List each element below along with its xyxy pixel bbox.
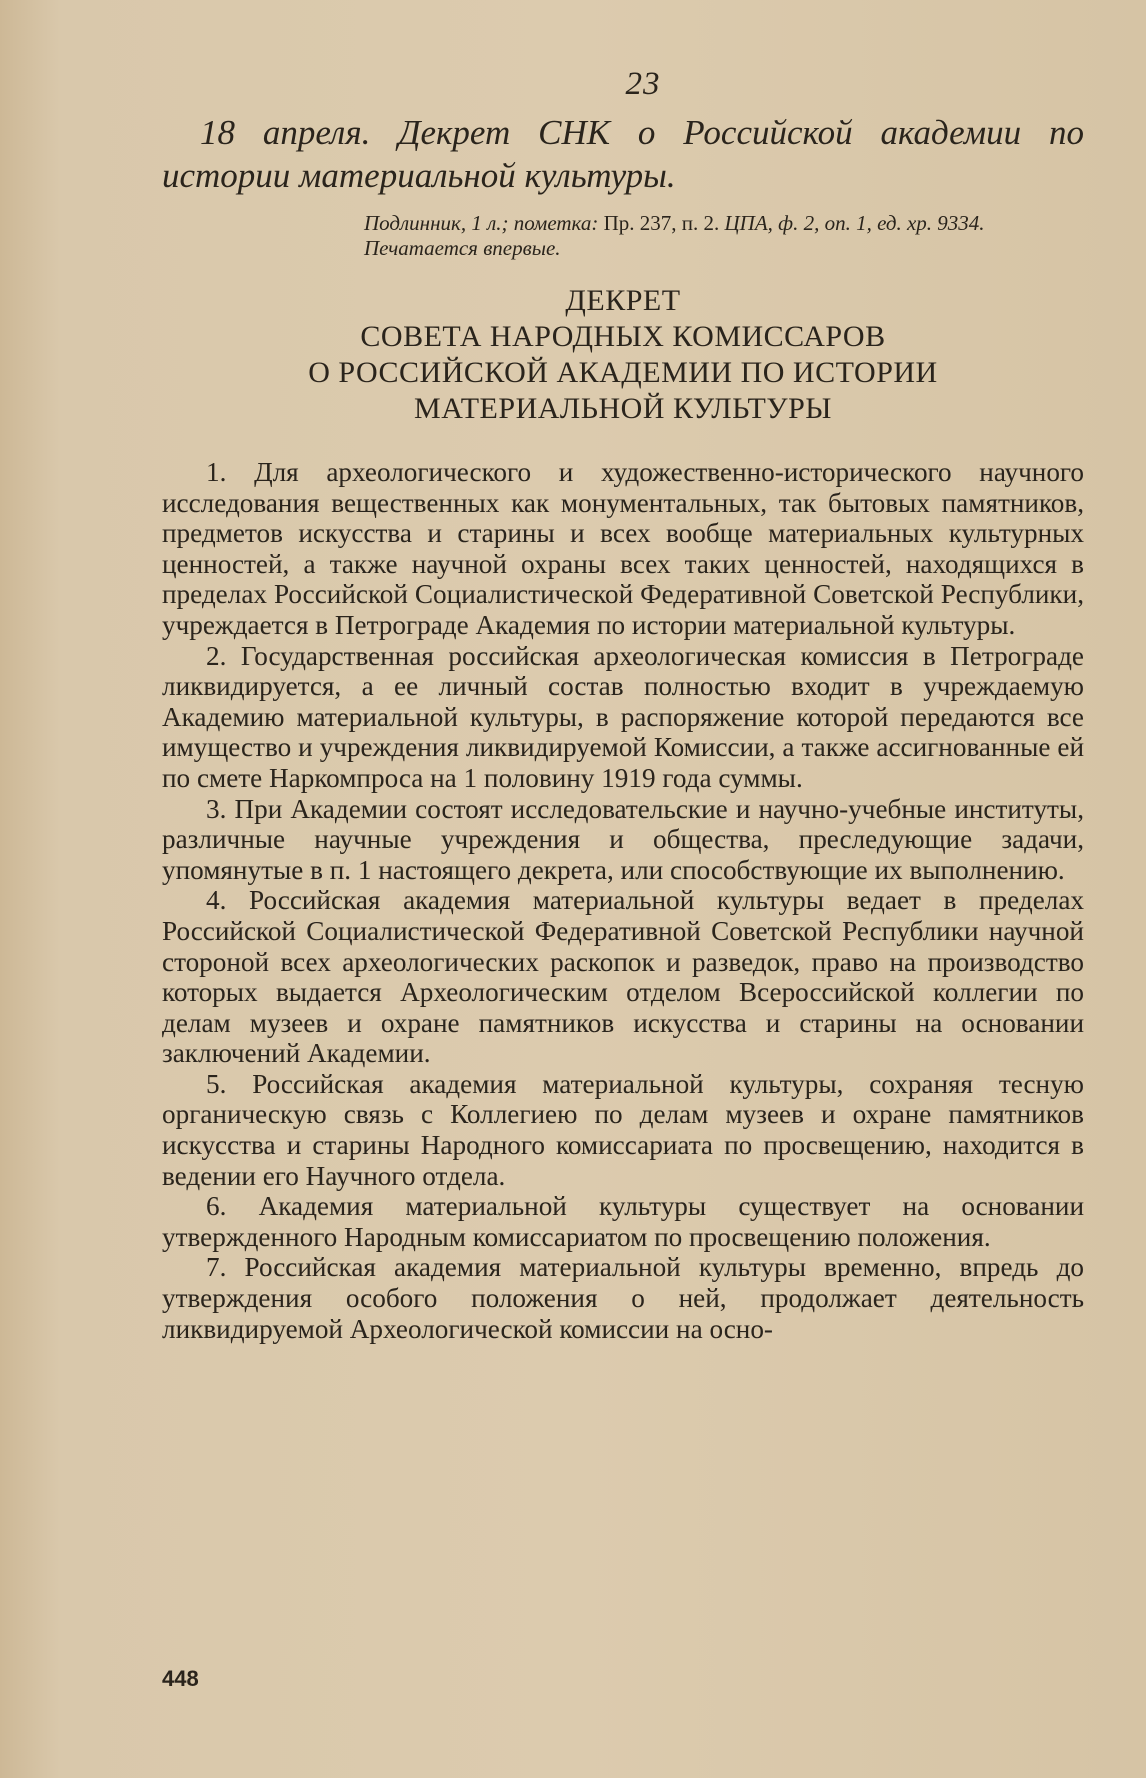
decree-paragraph-4: 4. Российская академия материальной культуры ведает в пределах Российской Социалистической Федеративной Советской Республики научной стороной всех археологических раскопок и разведок, право на производство которых выдается Археологическим отделом Всероссийской коллегии по делам музеев и охране памятников искусства и старины на основании заключений Академии.	[162, 885, 1084, 1069]
decree-title-line: МАТЕРИАЛЬНОЙ КУЛЬТУРЫ	[414, 392, 832, 425]
decree-paragraph-5: 5. Российская академия материальной культуры, сохраняя тесную органическую связь с Коллегиею по делам музеев и охране памятников искусства и старины Народного комиссариата по просвещению, находится в ведении его Научного отдела.	[162, 1068, 1084, 1191]
page-number: 448	[162, 1666, 199, 1691]
document-number: 23	[625, 66, 661, 102]
decree-paragraph-1: 1. Для археологического и художественно-исторического научного исследования вещественных как монументальных, так бытовых памятников, предметов искусства и старины и всех вообще материальных культурных ценностей, а также научной охраны всех таких ценностей, находящихся в пределах Российской Социалистической Федеративной Советской Республики, учреждается в Петрограде Академия по истории материальной культуры.	[162, 457, 1084, 640]
decree-title	[162, 283, 1084, 427]
publication-note: Печатается впервые.	[364, 236, 561, 260]
source-original-label: Подлинник, 1 л.; пометка:	[364, 211, 599, 235]
decree-title-line: ДЕКРЕТ	[565, 284, 681, 317]
decree-body	[162, 457, 1084, 1344]
decree-title-line: О РОССИЙСКОЙ АКАДЕМИИ ПО ИСТОРИИ	[308, 356, 938, 389]
decree-title-line: СОВЕТА НАРОДНЫХ КОМИССАРОВ	[360, 320, 886, 353]
source-archive: ЦПА, ф. 2, оп. 1, ед. хр. 9334.	[724, 211, 985, 235]
source-note	[162, 211, 1084, 261]
source-mark: Пр. 237, п. 2.	[603, 211, 720, 235]
document-heading: 18 апреля. Декрет СНК о Российской академии по истории материальной культуры.	[162, 113, 1084, 195]
source-line	[162, 211, 1084, 236]
decree-paragraph-7: 7. Российская академия материальной культуры временно, впредь до утверждения особого положения о ней, продолжает деятельность ликвидируемой Археологической комиссии на осно-	[162, 1252, 1084, 1344]
decree-paragraph-2: 2. Государственная российская археологическая комиссия в Петрограде ликвидируется, а ее личный состав полностью входит в учреждаемую Академию материальной культуры, в распоряжение которой передаются все имущество и учреждения ликвидируемой Комиссии, а также ассигнованные ей по смете Наркомпроса на 1 половину 1919 года суммы.	[162, 640, 1084, 793]
decree-paragraph-3: 3. При Академии состоят исследовательские и научно-учебные институты, различные научные учреждения и общества, преследующие задачи, упомянутые в п. 1 настоящего декрета, или способствующие их выполнению.	[162, 793, 1084, 885]
decree-paragraph-6: 6. Академия материальной культуры существует на основании утвержденного Народным комиссариатом по просвещению положения.	[162, 1191, 1084, 1252]
